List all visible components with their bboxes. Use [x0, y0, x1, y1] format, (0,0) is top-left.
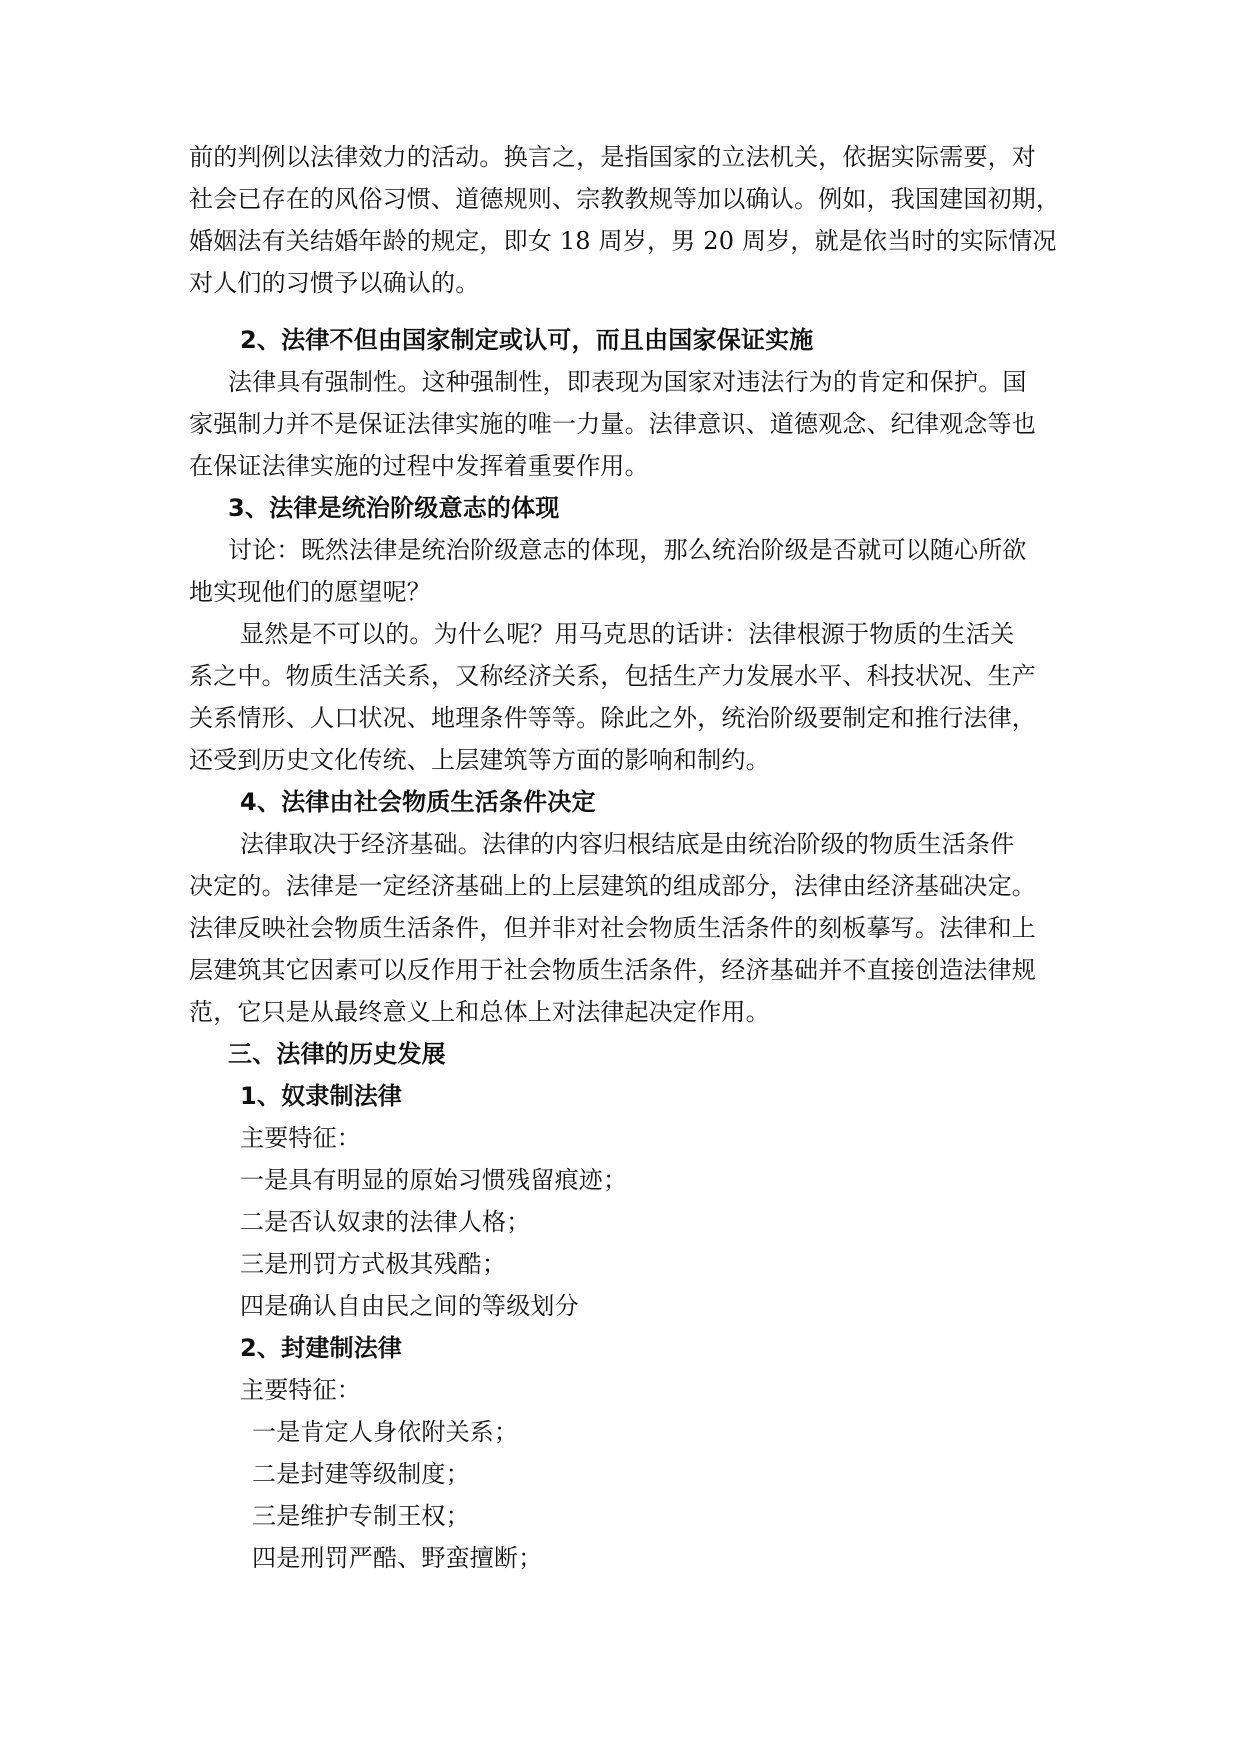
paragraph-line: 前的判例以法律效力的活动。换言之，是指国家的立法机关，依据实际需要，对	[189, 143, 1036, 171]
paragraph-line: 讨论：既然法律是统治阶级意志的体现，那么统治阶级是否就可以随心所欲	[228, 536, 1027, 564]
list-item: 一是肯定人身依附关系；	[252, 1418, 519, 1446]
paragraph-line: 婚姻法有关结婚年龄的规定，即女 18 周岁，男 20 周岁，就是依当时的实际情况	[189, 227, 1057, 255]
list-item: 四是确认自由民之间的等级划分	[240, 1292, 579, 1320]
section-heading: 3、法律是统治阶级意志的体现	[228, 494, 560, 522]
paragraph-line: 地实现他们的愿望呢？	[189, 578, 431, 606]
list-item: 三是维护专制王权；	[252, 1502, 470, 1530]
paragraph-line: 社会已存在的风俗习惯、道德规则、宗教教规等加以确认。例如，我国建国初期，	[189, 185, 1061, 213]
paragraph-line: 层建筑其它因素可以反作用于社会物质生活条件，经济基础并不直接创造法律规	[189, 956, 1036, 984]
list-item: 三是刑罚方式极其残酷；	[240, 1250, 507, 1278]
section-heading: 4、法律由社会物质生活条件决定	[240, 788, 596, 816]
paragraph-line: 关系情形、人口状况、地理条件等等。除此之外，统治阶级要制定和推行法律，	[189, 704, 1036, 732]
paragraph-line: 还受到历史文化传统、上层建筑等方面的影响和制约。	[189, 746, 770, 774]
list-item: 一是具有明显的原始习惯残留痕迹；	[240, 1166, 628, 1194]
list-item: 二是否认奴隶的法律人格；	[240, 1208, 531, 1236]
paragraph-line: 法律取决于经济基础。法律的内容归根结底是由统治阶级的物质生活条件	[240, 830, 1015, 858]
section-heading: 2、法律不但由国家制定或认可，而且由国家保证实施	[240, 326, 814, 354]
paragraph-line: 对人们的习惯予以确认的。	[189, 269, 480, 297]
list-intro: 主要特征：	[240, 1124, 361, 1152]
paragraph-line: 决定的。法律是一定经济基础上的上层建筑的组成部分，法律由经济基础决定。	[189, 872, 1036, 900]
paragraph-line: 法律反映社会物质生活条件，但并非对社会物质生活条件的刻板摹写。法律和上	[189, 914, 1036, 942]
paragraph-line: 显然是不可以的。为什么呢？用马克思的话讲：法律根源于物质的生活关	[240, 620, 1015, 648]
paragraph-line: 法律具有强制性。这种强制性，即表现为国家对违法行为的肯定和保护。国	[228, 368, 1027, 396]
subsection-heading: 1、奴隶制法律	[240, 1082, 403, 1110]
paragraph-line: 在保证法律实施的过程中发挥着重要作用。	[189, 452, 649, 480]
paragraph-line: 系之中。物质生活关系，又称经济关系，包括生产力发展水平、科技状况、生产	[189, 662, 1036, 690]
paragraph-line: 范，它只是从最终意义上和总体上对法律起决定作用。	[189, 998, 770, 1026]
list-item: 二是封建等级制度；	[252, 1460, 470, 1488]
list-intro: 主要特征：	[240, 1376, 361, 1404]
list-item: 四是刑罚严酷、野蛮擅断；	[252, 1544, 543, 1572]
paragraph-line: 家强制力并不是保证法律实施的唯一力量。法律意识、道德观念、纪律观念等也	[189, 410, 1036, 438]
subsection-heading: 2、封建制法律	[240, 1334, 403, 1362]
section-heading: 三、法律的历史发展	[228, 1040, 446, 1068]
